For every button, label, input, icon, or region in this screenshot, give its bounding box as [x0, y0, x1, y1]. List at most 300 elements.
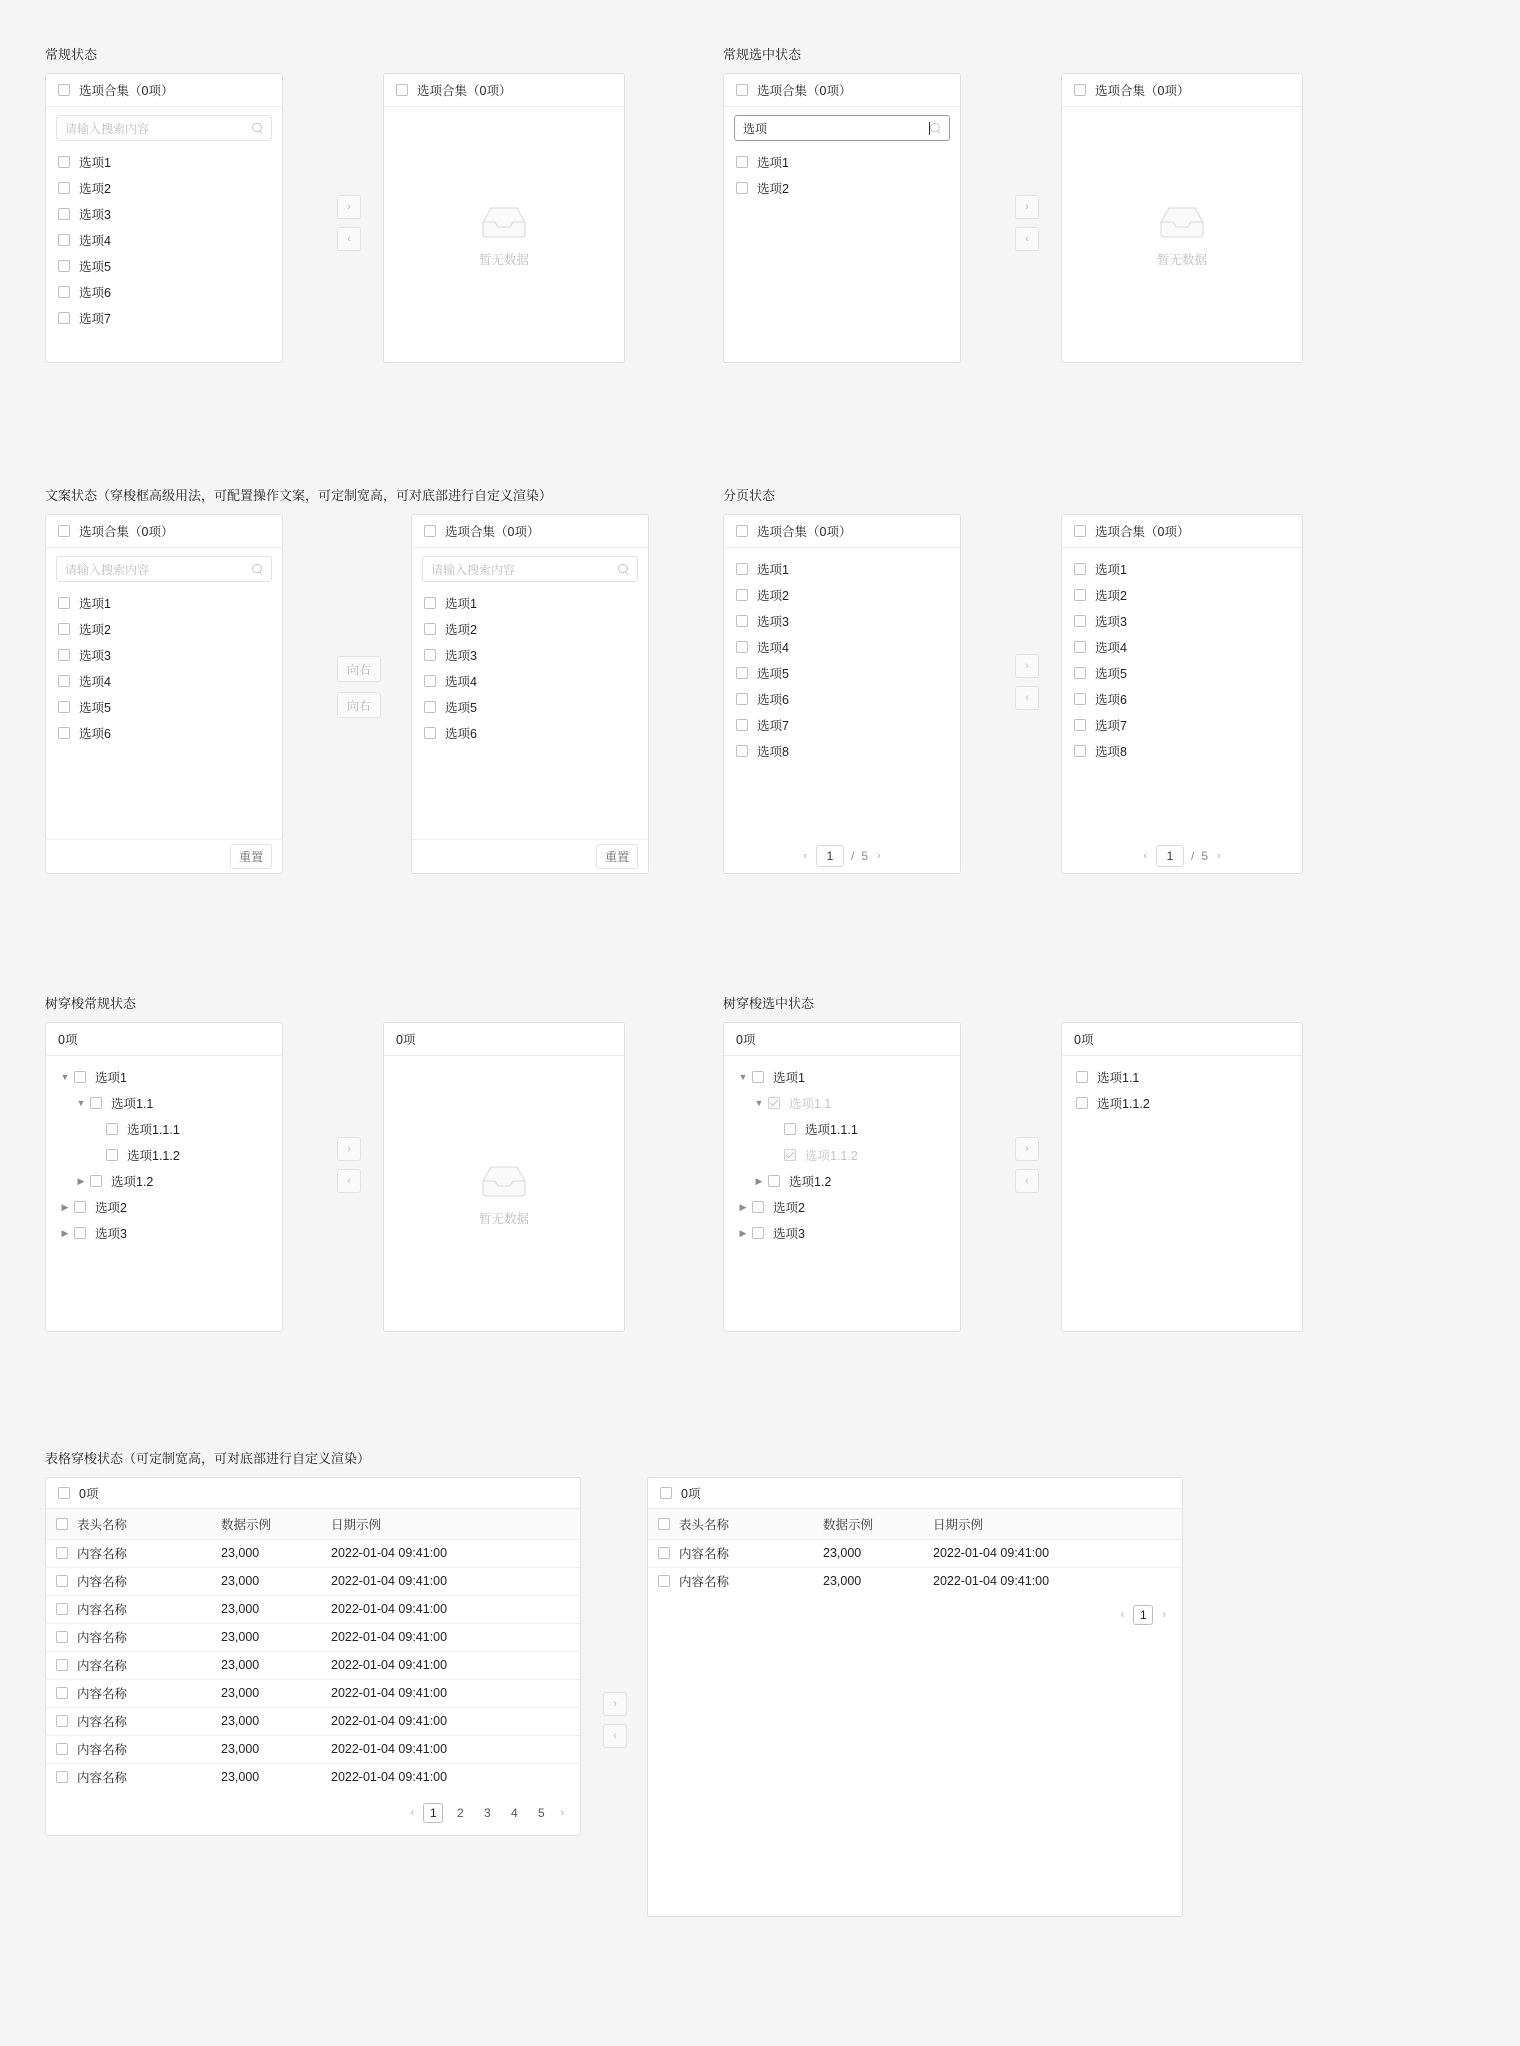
option-checkbox[interactable]: [58, 234, 70, 246]
transfer-buttons: [1015, 1137, 1039, 1193]
option-checkbox[interactable]: [736, 589, 748, 601]
move-right-button[interactable]: ›: [337, 195, 361, 219]
data-table: [648, 1509, 1182, 1595]
page-number[interactable]: 1: [1133, 1605, 1153, 1625]
list-item[interactable]: [46, 642, 282, 668]
column-header-date: 日期示例: [933, 1509, 1182, 1539]
reset-button[interactable]: 重置: [230, 844, 272, 869]
tree-node[interactable]: [724, 1168, 960, 1194]
table-row[interactable]: 内容名称 23,000 2022-01-04 09:41:00: [648, 1567, 1182, 1595]
list-item[interactable]: [46, 668, 282, 694]
list-item[interactable]: [1062, 738, 1302, 764]
row-checkbox[interactable]: [56, 1575, 68, 1587]
option-checkbox[interactable]: [1074, 719, 1086, 731]
header-checkbox[interactable]: [658, 1518, 670, 1530]
panel-header[interactable]: [412, 515, 648, 548]
page-number[interactable]: 3: [483, 1806, 491, 1820]
empty-box-icon: [477, 1161, 531, 1201]
transfer-right-panel: [383, 73, 625, 363]
tree-left-panel: [723, 1022, 961, 1332]
row-checkbox[interactable]: [56, 1687, 68, 1699]
move-left-button[interactable]: ‹: [603, 1724, 627, 1748]
section-title: 树穿梭常规状态: [45, 996, 137, 1011]
page-number[interactable]: 4: [510, 1806, 518, 1820]
header-checkbox[interactable]: [56, 1518, 68, 1530]
transfer-buttons: [1015, 195, 1039, 251]
list-item[interactable]: [724, 712, 960, 738]
option-checkbox[interactable]: [1074, 693, 1086, 705]
option-checkbox[interactable]: [58, 649, 70, 661]
prev-page-button[interactable]: ‹: [1120, 1609, 1125, 1621]
tree-node: [724, 1142, 960, 1168]
section-title: 常规选中状态: [723, 47, 802, 62]
tree-label: 选项1.1.1: [127, 1123, 180, 1137]
pagination: [46, 1791, 580, 1835]
chevron-right-icon[interactable]: ▶: [61, 1227, 69, 1238]
prev-page-button[interactable]: ‹: [1143, 850, 1147, 862]
tree-label: 选项3: [773, 1227, 805, 1241]
option-list: [412, 586, 648, 750]
row-checkbox[interactable]: [56, 1743, 68, 1755]
option-checkbox[interactable]: [424, 675, 436, 687]
panel-header[interactable]: [724, 74, 960, 107]
option-list: [46, 145, 282, 335]
option-label: 选项6: [1095, 693, 1127, 707]
list-item[interactable]: [412, 720, 648, 746]
search-input[interactable]: [734, 115, 950, 141]
tree-label: 选项1.1.1: [805, 1123, 858, 1137]
tree-checkbox[interactable]: [1076, 1071, 1088, 1083]
tree-checkbox[interactable]: [90, 1097, 102, 1109]
list-item[interactable]: [1062, 712, 1302, 738]
option-checkbox[interactable]: [58, 312, 70, 324]
list-item[interactable]: [46, 201, 282, 227]
chevron-down-icon[interactable]: ▼: [754, 1098, 764, 1108]
move-left-button[interactable]: ‹: [1015, 227, 1039, 251]
option-label: 选项1: [757, 563, 789, 577]
list-item[interactable]: [46, 227, 282, 253]
tree-node[interactable]: [1062, 1064, 1302, 1090]
chevron-right-icon[interactable]: ▶: [61, 1201, 69, 1212]
option-list: [724, 145, 960, 205]
next-page-button[interactable]: ›: [560, 1807, 564, 1819]
option-checkbox[interactable]: [1074, 641, 1086, 653]
panel-title: 选项合集（0项）: [79, 525, 174, 539]
option-checkbox[interactable]: [424, 649, 436, 661]
panel-title: 选项合集（0项）: [757, 84, 852, 98]
panel-header: [384, 1023, 624, 1056]
tree-node[interactable]: [724, 1064, 960, 1090]
row-checkbox[interactable]: [658, 1547, 670, 1559]
transfer-buttons: [337, 1137, 361, 1193]
page-number[interactable]: 2: [456, 1806, 464, 1820]
chevron-down-icon[interactable]: ▼: [76, 1098, 86, 1108]
option-list: [1062, 548, 1302, 768]
row-checkbox[interactable]: [56, 1631, 68, 1643]
option-label: 选项3: [757, 615, 789, 629]
option-checkbox[interactable]: [736, 667, 748, 679]
page-number[interactable]: 1: [423, 1803, 443, 1823]
list-item[interactable]: [724, 686, 960, 712]
chevron-right-icon[interactable]: ▶: [739, 1227, 747, 1238]
table-body: [46, 1539, 580, 1791]
section-paging-state: [723, 485, 1463, 874]
chevron-right-icon[interactable]: ▶: [739, 1201, 747, 1212]
tree-node: [724, 1090, 960, 1116]
table-row[interactable]: 内容名称 23,000 2022-01-04 09:41:00: [46, 1651, 580, 1679]
panel-header[interactable]: [384, 74, 624, 107]
tree-node[interactable]: [724, 1194, 960, 1220]
prev-page-button[interactable]: ‹: [803, 850, 807, 862]
list-item[interactable]: [1062, 634, 1302, 660]
transfer-left-panel: [723, 73, 961, 363]
tree-checkbox[interactable]: [106, 1149, 118, 1161]
tree-checkbox[interactable]: [1076, 1097, 1088, 1109]
tree-right-panel: [1061, 1022, 1303, 1332]
table-row[interactable]: 内容名称 23,000 2022-01-04 09:41:00: [46, 1735, 580, 1763]
list-item[interactable]: [1062, 608, 1302, 634]
list-item[interactable]: [724, 175, 960, 201]
list-item[interactable]: [1062, 582, 1302, 608]
option-label: 选项3: [79, 208, 111, 222]
option-label: 选项7: [1095, 719, 1127, 733]
move-left-button[interactable]: ‹: [1015, 1169, 1039, 1193]
option-label: 选项2: [1095, 589, 1127, 603]
list-item[interactable]: [1062, 556, 1302, 582]
option-checkbox[interactable]: [736, 615, 748, 627]
list-item[interactable]: [46, 590, 282, 616]
tree-node[interactable]: [46, 1064, 282, 1090]
option-label: 选项1: [79, 156, 111, 170]
select-all-checkbox[interactable]: [58, 525, 70, 537]
option-checkbox[interactable]: [58, 286, 70, 298]
option-checkbox[interactable]: [736, 156, 748, 168]
option-checkbox[interactable]: [58, 675, 70, 687]
move-right-button-2[interactable]: 向右: [337, 692, 381, 718]
list-item[interactable]: [412, 590, 648, 616]
option-checkbox[interactable]: [736, 719, 748, 731]
list-item[interactable]: [724, 582, 960, 608]
select-all-checkbox[interactable]: [736, 525, 748, 537]
row-checkbox[interactable]: [56, 1547, 68, 1559]
option-label: 选项8: [757, 745, 789, 759]
table-row[interactable]: 内容名称 23,000 2022-01-04 09:41:00: [46, 1763, 580, 1791]
page-separator: /: [850, 849, 855, 863]
data-table: [46, 1509, 580, 1791]
tree-node[interactable]: [46, 1220, 282, 1246]
section-normal-selected-state: [723, 44, 1463, 363]
search-input[interactable]: [56, 556, 272, 582]
page-input[interactable]: 1: [816, 845, 844, 867]
select-all-checkbox[interactable]: [1074, 525, 1086, 537]
select-all-checkbox[interactable]: [58, 84, 70, 96]
list-item[interactable]: [724, 660, 960, 686]
panel-filler: [648, 1635, 1182, 1916]
tree-node[interactable]: [46, 1142, 282, 1168]
chevron-right-icon[interactable]: ▶: [77, 1175, 85, 1186]
tree-checkbox[interactable]: [74, 1227, 86, 1239]
panel-body: [46, 548, 282, 839]
prev-page-button[interactable]: ‹: [410, 1807, 415, 1819]
tree-node[interactable]: [724, 1220, 960, 1246]
option-checkbox[interactable]: [736, 693, 748, 705]
option-list: [724, 548, 960, 768]
move-right-button[interactable]: ›: [603, 1692, 627, 1716]
search-wrapper: [46, 107, 282, 145]
column-header-date: 日期示例: [331, 1509, 580, 1539]
list-item[interactable]: [1062, 686, 1302, 712]
tree-checkbox[interactable]: [752, 1201, 764, 1213]
list-item[interactable]: [1062, 660, 1302, 686]
panel-header[interactable]: [1062, 74, 1302, 107]
move-right-button[interactable]: ›: [1015, 195, 1039, 219]
option-checkbox[interactable]: [736, 563, 748, 575]
option-checkbox[interactable]: [58, 156, 70, 168]
option-checkbox[interactable]: [58, 623, 70, 635]
tree-node[interactable]: [46, 1116, 282, 1142]
option-checkbox[interactable]: [424, 623, 436, 635]
option-label: 选项1: [1095, 563, 1127, 577]
tree-checkbox[interactable]: [752, 1071, 764, 1083]
tree-right-panel: [383, 1022, 625, 1332]
section-table-transfer-state: [45, 1448, 1175, 1917]
table-row[interactable]: 内容名称 23,000 2022-01-04 09:41:00: [46, 1567, 580, 1595]
list-item[interactable]: [724, 738, 960, 764]
tree-label: 选项1.1: [1097, 1071, 1140, 1085]
page-number[interactable]: 5: [537, 1806, 545, 1820]
list-item[interactable]: [412, 668, 648, 694]
chevron-right-icon[interactable]: ▶: [755, 1175, 763, 1186]
table-row[interactable]: 内容名称 23,000 2022-01-04 09:41:00: [46, 1539, 580, 1567]
option-checkbox[interactable]: [736, 182, 748, 194]
tree-checkbox[interactable]: [74, 1071, 86, 1083]
tree-checkbox[interactable]: [768, 1175, 780, 1187]
list-item[interactable]: [46, 616, 282, 642]
option-checkbox[interactable]: [1074, 667, 1086, 679]
option-checkbox[interactable]: [424, 597, 436, 609]
chevron-down-icon[interactable]: ▼: [738, 1072, 748, 1082]
list-item[interactable]: [724, 608, 960, 634]
transfer-right-panel: [1061, 514, 1303, 874]
search-wrapper: [412, 548, 648, 586]
option-checkbox[interactable]: [736, 641, 748, 653]
tree-label: 选项1: [95, 1071, 127, 1085]
list-item[interactable]: [46, 253, 282, 279]
option-checkbox[interactable]: [58, 597, 70, 609]
search-placeholder: 请输入搜索内容: [65, 562, 150, 577]
panel-header[interactable]: [724, 515, 960, 548]
transfer-left-panel: [45, 514, 283, 874]
table-row[interactable]: 内容名称 23,000 2022-01-04 09:41:00: [46, 1679, 580, 1707]
move-right-button[interactable]: ›: [337, 1137, 361, 1161]
tree-checkbox[interactable]: [784, 1123, 796, 1135]
empty-box-icon: [1155, 202, 1209, 242]
empty-text: 暂无数据: [1156, 252, 1207, 267]
select-all-checkbox[interactable]: [396, 84, 408, 96]
move-left-button[interactable]: ‹: [1015, 686, 1039, 710]
page-total: 5: [861, 849, 869, 863]
tree-checkbox[interactable]: [106, 1123, 118, 1135]
tree-label: 选项1.2: [789, 1175, 832, 1189]
panel-title: 选项合集（0项）: [757, 525, 852, 539]
search-input[interactable]: [56, 115, 272, 141]
option-checkbox[interactable]: [1074, 589, 1086, 601]
section-title: 分页状态: [723, 488, 776, 503]
panel-body: [46, 1056, 282, 1331]
table-row[interactable]: 内容名称 23,000 2022-01-04 09:41:00: [648, 1539, 1182, 1567]
tree-node[interactable]: [46, 1168, 282, 1194]
list-item[interactable]: [412, 642, 648, 668]
tree-label: 选项1: [773, 1071, 805, 1085]
empty-state: [384, 1161, 624, 1227]
row-checkbox[interactable]: [658, 1575, 670, 1587]
tree-node[interactable]: [46, 1194, 282, 1220]
option-label: 选项6: [79, 286, 111, 300]
list-item[interactable]: [412, 694, 648, 720]
move-right-button[interactable]: ›: [1015, 1137, 1039, 1161]
move-left-button[interactable]: ‹: [337, 1169, 361, 1193]
move-left-button[interactable]: ‹: [337, 227, 361, 251]
panel-title: 选项合集（0项）: [417, 84, 512, 98]
list-item[interactable]: [46, 720, 282, 746]
tree-checkbox[interactable]: [74, 1201, 86, 1213]
tree-label: 选项1.2: [111, 1175, 154, 1189]
pagination: [648, 1595, 1182, 1635]
panel-body: [1062, 1056, 1302, 1331]
option-label: 选项4: [445, 675, 477, 689]
table-row[interactable]: 内容名称 23,000 2022-01-04 09:41:00: [46, 1595, 580, 1623]
search-icon: [252, 564, 263, 575]
next-page-button[interactable]: ›: [877, 850, 881, 862]
tree-checkbox[interactable]: [752, 1227, 764, 1239]
panel-count: 0项: [736, 1033, 756, 1047]
option-checkbox[interactable]: [1074, 563, 1086, 575]
option-label: 选项3: [445, 649, 477, 663]
move-right-button[interactable]: 向右: [337, 656, 381, 682]
select-all-checkbox[interactable]: [660, 1487, 672, 1499]
transfer-buttons: [603, 1692, 627, 1748]
search-value: 选项: [743, 121, 768, 136]
option-checkbox[interactable]: [58, 208, 70, 220]
select-all-checkbox[interactable]: [58, 1487, 70, 1499]
list-item[interactable]: [46, 175, 282, 201]
option-checkbox[interactable]: [58, 727, 70, 739]
option-checkbox[interactable]: [58, 260, 70, 272]
option-label: 选项5: [79, 701, 111, 715]
transfer-buttons: [1015, 654, 1039, 710]
panel-footer: [412, 839, 648, 873]
row-checkbox[interactable]: [56, 1771, 68, 1783]
search-placeholder: 请输入搜索内容: [65, 121, 150, 136]
panel-header[interactable]: [46, 515, 282, 548]
table-header-row: [46, 1509, 580, 1539]
panel-body: [412, 548, 648, 839]
option-checkbox[interactable]: [424, 727, 436, 739]
tree-checkbox: [784, 1149, 796, 1161]
list-item[interactable]: [724, 634, 960, 660]
row-checkbox[interactable]: [56, 1659, 68, 1671]
list-item[interactable]: [46, 305, 282, 331]
table-right-panel: [647, 1477, 1183, 1917]
reset-button[interactable]: 重置: [596, 844, 638, 869]
option-checkbox[interactable]: [1074, 615, 1086, 627]
option-checkbox[interactable]: [424, 701, 436, 713]
panel-count: 0项: [396, 1033, 416, 1047]
empty-text: 暂无数据: [478, 1211, 529, 1226]
empty-state: [1062, 202, 1302, 268]
panel-title: 选项合集（0项）: [1095, 84, 1190, 98]
table-row[interactable]: 内容名称 23,000 2022-01-04 09:41:00: [46, 1623, 580, 1651]
list-item[interactable]: [46, 149, 282, 175]
list-item[interactable]: [46, 279, 282, 305]
select-all-checkbox[interactable]: [736, 84, 748, 96]
search-icon: [930, 123, 941, 134]
chevron-down-icon[interactable]: ▼: [60, 1072, 70, 1082]
search-input[interactable]: [422, 556, 638, 582]
row-checkbox[interactable]: [56, 1603, 68, 1615]
list-item[interactable]: [724, 149, 960, 175]
page-input[interactable]: 1: [1156, 845, 1184, 867]
tree-node[interactable]: [724, 1116, 960, 1142]
option-label: 选项2: [79, 182, 111, 196]
option-label: 选项6: [445, 727, 477, 741]
option-checkbox[interactable]: [58, 701, 70, 713]
table-body: [648, 1539, 1182, 1595]
option-label: 选项5: [757, 667, 789, 681]
panel-body: [724, 1056, 960, 1331]
panel-header[interactable]: [1062, 515, 1302, 548]
select-all-checkbox[interactable]: [1074, 84, 1086, 96]
panel-header[interactable]: [648, 1478, 1182, 1509]
panel-body: [384, 1056, 624, 1331]
next-page-button[interactable]: ›: [1217, 850, 1221, 862]
option-label: 选项7: [757, 719, 789, 733]
tree-label: 选项3: [95, 1227, 127, 1241]
option-checkbox[interactable]: [58, 182, 70, 194]
option-checkbox[interactable]: [736, 745, 748, 757]
panel-header[interactable]: [46, 1478, 580, 1509]
option-label: 选项2: [79, 623, 111, 637]
section-title: 文案状态（穿梭框高级用法，可配置操作文案，可定制宽高，可对底部进行自定义渲染）: [45, 488, 553, 503]
table-row[interactable]: 内容名称 23,000 2022-01-04 09:41:00: [46, 1707, 580, 1735]
option-label: 选项7: [79, 312, 111, 326]
list-item[interactable]: [724, 556, 960, 582]
option-label: 选项5: [445, 701, 477, 715]
option-checkbox[interactable]: [1074, 745, 1086, 757]
transfer-buttons: [337, 656, 381, 718]
transfer-left-panel: [45, 73, 283, 363]
tree-checkbox[interactable]: [90, 1175, 102, 1187]
list-item[interactable]: [412, 616, 648, 642]
tree-node[interactable]: [46, 1090, 282, 1116]
row-checkbox[interactable]: [56, 1715, 68, 1727]
option-label: 选项1: [757, 156, 789, 170]
select-all-checkbox[interactable]: [424, 525, 436, 537]
list-item[interactable]: [46, 694, 282, 720]
panel-title: 选项合集（0项）: [1095, 525, 1190, 539]
tree-label: 选项1.1.2: [127, 1149, 180, 1163]
column-header-name: 表头名称: [648, 1509, 823, 1539]
panel-body: [384, 107, 624, 362]
panel-header: [1062, 1023, 1302, 1056]
option-label: 选项6: [79, 727, 111, 741]
panel-header[interactable]: [46, 74, 282, 107]
move-right-button[interactable]: ›: [1015, 654, 1039, 678]
next-page-button[interactable]: ›: [1162, 1609, 1166, 1621]
search-icon: [252, 123, 263, 134]
tree-node[interactable]: [1062, 1090, 1302, 1116]
panel-count: 0项: [681, 1487, 701, 1501]
